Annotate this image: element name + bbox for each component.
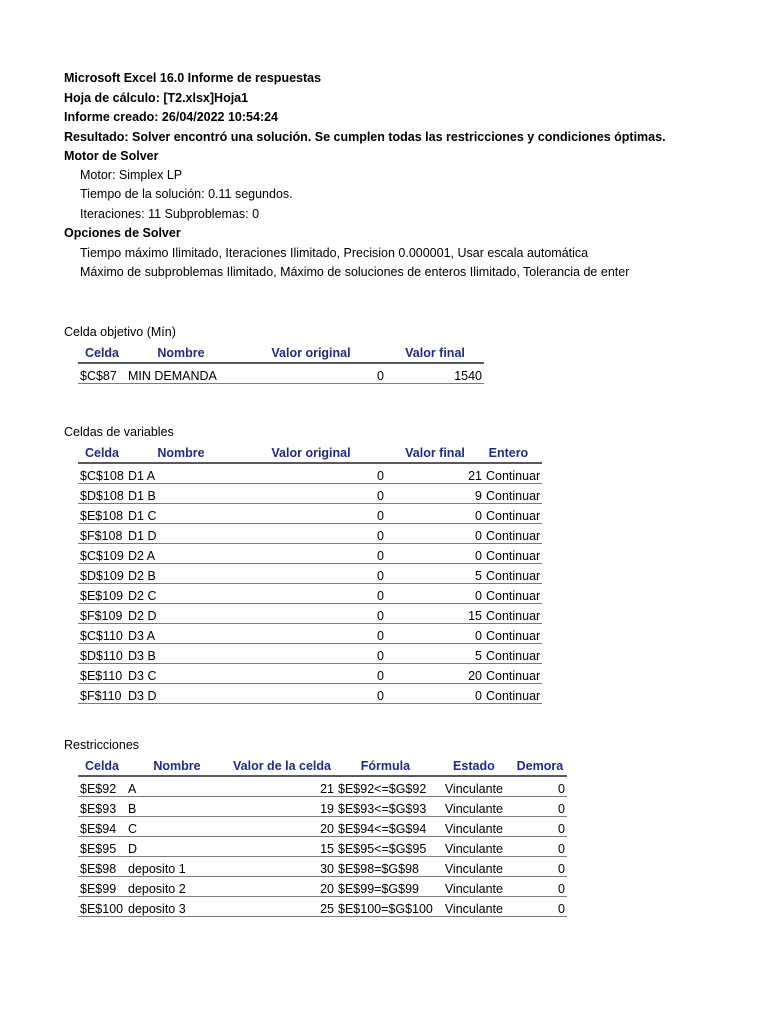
cell-integer: Continuar [484,564,542,584]
cell-status: Vinculante [435,797,513,817]
cell-formula: $E$98=$G$98 [336,857,435,877]
cell-name: D1 A [126,463,236,484]
cell-slack: 0 [513,776,567,797]
cell-ref: $E$109 [78,584,126,604]
cell-original: 0 [236,484,386,504]
cell-ref: $E$95 [78,837,126,857]
cell-original: 0 [236,564,386,584]
cell-value: 19 [228,797,336,817]
table-row [78,524,542,544]
table-row [78,664,542,684]
cell-formula: $E$92<=$G$92 [336,776,435,797]
cell-ref: $D$109 [78,564,126,584]
cell-ref: $E$100 [78,897,126,917]
cell-ref: $E$108 [78,504,126,524]
cell-ref: $E$98 [78,857,126,877]
col-header: Nombre [126,343,236,363]
cell-original: 0 [236,584,386,604]
cell-integer: Continuar [484,484,542,504]
cell-integer: Continuar [484,664,542,684]
table-row [78,584,542,604]
cell-name: deposito 3 [126,897,228,917]
cell-status: Vinculante [435,817,513,837]
cell-original: 0 [236,463,386,484]
cell-name: D1 D [126,524,236,544]
cell-name: deposito 1 [126,857,228,877]
cell-ref: $F$109 [78,604,126,624]
cell-slack: 0 [513,897,567,917]
cell-final: 0 [386,684,484,704]
cell-value: 25 [228,897,336,917]
col-header: Valor original [236,443,386,463]
cell-status: Vinculante [435,897,513,917]
col-header: Valor final [386,443,484,463]
col-header: Celda [78,756,126,776]
table-row [78,484,542,504]
iterations-line: Iteraciones: 11 Subproblemas: 0 [80,207,260,221]
table-row [78,897,567,917]
cell-final: 9 [386,484,484,504]
cell-slack: 0 [513,817,567,837]
cell-original: 0 [236,604,386,624]
cell-name: D3 A [126,624,236,644]
table-row [78,817,567,837]
cell-name: D [126,837,228,857]
cell-integer: Continuar [484,504,542,524]
cell-status: Vinculante [435,837,513,857]
cell-slack: 0 [513,797,567,817]
table-row [78,564,542,584]
table-row [78,363,484,384]
cell-ref: $F$110 [78,684,126,704]
cell-value: 20 [228,817,336,837]
table-row [78,463,542,484]
table-row [78,797,567,817]
table-row [78,877,567,897]
col-header: Demora [513,756,567,776]
table-row [78,644,542,664]
col-header: Valor de la celda [228,756,336,776]
cell-ref: $E$110 [78,664,126,684]
cell-slack: 0 [513,877,567,897]
cell-name: D3 D [126,684,236,704]
cell-ref: $C$110 [78,624,126,644]
cell-ref: $F$108 [78,524,126,544]
cell-final: 0 [386,524,484,544]
result-line: Resultado: Solver encontró una solución. Se cumplen todas las restricciones y condiciones óptimas. [64,130,666,144]
cell-name: D3 C [126,664,236,684]
col-header: Valor final [386,343,484,363]
col-header: Estado [435,756,513,776]
cell-formula: $E$94<=$G$94 [336,817,435,837]
variables-title: Celdas de variables [64,425,174,439]
cell-name: D2 C [126,584,236,604]
cell-status: Vinculante [435,857,513,877]
engine-line: Motor: Simplex LP [80,168,183,182]
cell-name: D2 A [126,544,236,564]
cell-status: Vinculante [435,776,513,797]
cell-integer: Continuar [484,684,542,704]
cell-ref: $D$108 [78,484,126,504]
cell-value: 21 [228,776,336,797]
constraints-title: Restricciones [64,738,140,752]
cell-name: D1 C [126,504,236,524]
cell-final: 21 [386,463,484,484]
cell-name: D1 B [126,484,236,504]
cell-original: 0 [236,504,386,524]
cell-name: D3 B [126,644,236,664]
table-row [78,837,567,857]
cell-integer: Continuar [484,644,542,664]
constraints-table [78,756,567,917]
cell-integer: Continuar [484,624,542,644]
table-row [78,544,542,564]
col-header: Entero [484,443,542,463]
cell-value: 20 [228,877,336,897]
cell-ref: $C$109 [78,544,126,564]
cell-original: 0 [236,524,386,544]
col-header: Celda [78,343,126,363]
cell-final: 0 [386,544,484,564]
col-header: Fórmula [336,756,435,776]
col-header: Nombre [126,443,236,463]
objective-table [78,343,484,384]
worksheet-line: Hoja de cálculo: [T2.xlsx]Hoja1 [64,91,249,105]
cell-final: 1540 [386,363,484,384]
cell-original: 0 [236,664,386,684]
table-row [78,684,542,704]
col-header: Celda [78,443,126,463]
time-line: Tiempo de la solución: 0.11 segundos. [80,187,293,201]
cell-integer: Continuar [484,544,542,564]
cell-value: 15 [228,837,336,857]
cell-ref: $C$87 [78,363,126,384]
cell-final: 20 [386,664,484,684]
cell-original: 0 [236,624,386,644]
variables-table [78,443,542,704]
cell-original: 0 [236,363,386,384]
report-title: Microsoft Excel 16.0 Informe de respuestas [64,71,322,85]
cell-ref: $D$110 [78,644,126,664]
cell-final: 5 [386,644,484,664]
cell-name: D2 D [126,604,236,624]
cell-final: 0 [386,504,484,524]
cell-formula: $E$99=$G$99 [336,877,435,897]
cell-formula: $E$95<=$G$95 [336,837,435,857]
cell-ref: $E$94 [78,817,126,837]
table-row [78,504,542,524]
cell-value: 30 [228,857,336,877]
cell-status: Vinculante [435,877,513,897]
engine-heading: Motor de Solver [64,149,159,163]
cell-slack: 0 [513,837,567,857]
cell-ref: $E$92 [78,776,126,797]
cell-name: D2 B [126,564,236,584]
cell-ref: $E$93 [78,797,126,817]
col-header: Valor original [236,343,386,363]
cell-final: 0 [386,624,484,644]
table-row [78,857,567,877]
col-header: Nombre [126,756,228,776]
cell-original: 0 [236,644,386,664]
cell-final: 0 [386,584,484,604]
cell-integer: Continuar [484,463,542,484]
cell-integer: Continuar [484,524,542,544]
table-row [78,776,567,797]
cell-final: 5 [386,564,484,584]
cell-ref: $C$108 [78,463,126,484]
cell-name: MIN DEMANDA [126,363,236,384]
cell-name: A [126,776,228,797]
cell-original: 0 [236,544,386,564]
cell-name: C [126,817,228,837]
cell-slack: 0 [513,857,567,877]
cell-integer: Continuar [484,604,542,624]
cell-original: 0 [236,684,386,704]
cell-integer: Continuar [484,584,542,604]
objective-title: Celda objetivo (Mín) [64,325,176,339]
cell-name: B [126,797,228,817]
options-line-2: Máximo de subproblemas Ilimitado, Máximo de soluciones de enteros Ilimitado, Tolerancia de enter [80,265,630,279]
options-line-1: Tiempo máximo Ilimitado, Iteraciones Ilimitado, Precision 0.000001, Usar escala automática [80,246,589,260]
cell-ref: $E$99 [78,877,126,897]
cell-formula: $E$100=$G$100 [336,897,435,917]
options-heading: Opciones de Solver [64,226,181,240]
created-line: Informe creado: 26/04/2022 10:54:24 [64,110,279,124]
cell-final: 15 [386,604,484,624]
cell-name: deposito 2 [126,877,228,897]
table-row [78,604,542,624]
cell-formula: $E$93<=$G$93 [336,797,435,817]
table-row [78,624,542,644]
